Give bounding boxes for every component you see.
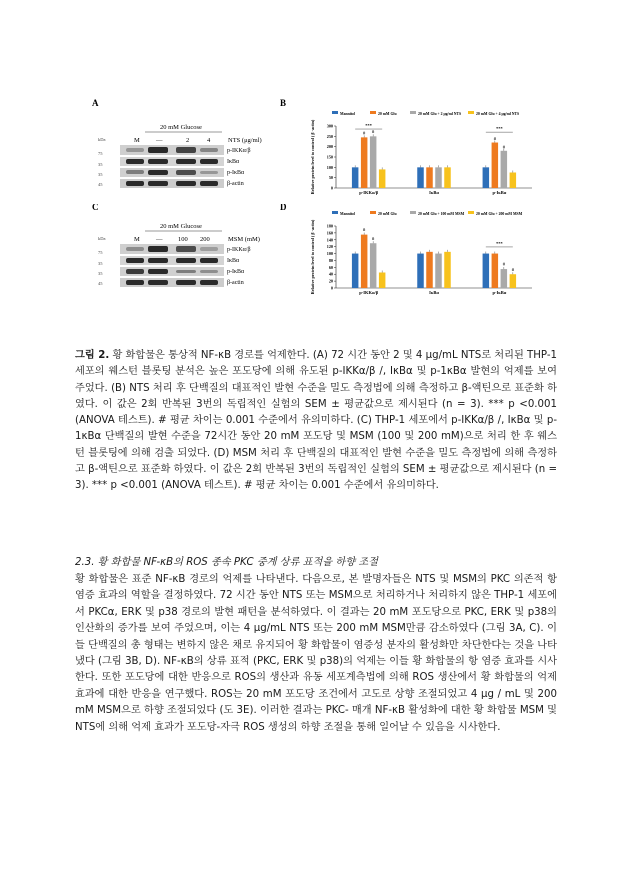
x-tick-label: p-IκBα (492, 190, 507, 195)
y-tick-label: 150 (326, 154, 333, 160)
legend-swatch (410, 111, 416, 114)
panel-c-marker: kDa (98, 236, 106, 241)
bar (483, 167, 490, 188)
panel-c-marker: 45 (98, 281, 103, 286)
panel-a-band-label: p-IKKα/β (227, 148, 251, 154)
panel-a-band-label: p-IκBα (227, 170, 245, 176)
y-tick-label: 50 (328, 175, 333, 181)
panel-c-lane: 200 (200, 236, 210, 243)
panel-c-band-label: p-IκBα (227, 269, 245, 275)
y-tick-label: 120 (326, 244, 333, 250)
x-tick-label: IκBα (429, 290, 439, 295)
bar (435, 167, 442, 188)
bar (417, 254, 424, 288)
panel-c-western-blot (90, 204, 280, 301)
legend-swatch (370, 211, 376, 214)
figure-2 (90, 96, 550, 301)
bar (510, 274, 517, 288)
panel-c-band-label: β-actin (227, 280, 244, 286)
bar (417, 167, 424, 188)
x-tick-label: p-IκBα (492, 290, 507, 295)
x-tick-label: IκBα (429, 190, 439, 195)
bar (444, 252, 451, 288)
panel-a-band-label: β-actin (227, 181, 244, 187)
panel-a-marker: 35 (98, 162, 103, 167)
significance-label: # (372, 129, 375, 135)
legend-swatch (370, 111, 376, 114)
significance-label: # (511, 266, 514, 272)
bar (492, 254, 499, 288)
panel-c-dose-label: MSM (mM) (228, 236, 260, 243)
significance-label: # (363, 227, 366, 233)
legend-entry: 20 mM Glu + 4 μg/ml NTS (476, 112, 520, 116)
legend-entry: 20 mM Glu + 100 mM MSM (418, 212, 465, 216)
panel-a-dose-label: NTS (μg/ml) (228, 137, 262, 144)
section-heading: 2.3. 황 화합물 NF-κB의 ROS 종속 PKC 중계 상류 표적을 하향 조절 (75, 557, 379, 568)
panel-c-marker: 35 (98, 261, 103, 266)
bar (426, 252, 433, 288)
panel-c-treatment: 20 mM Glucose (160, 223, 202, 230)
panel-c-band-label: p-IKKα/β (227, 247, 251, 253)
legend-swatch (332, 211, 338, 214)
y-tick-label: 140 (326, 237, 333, 243)
bar (379, 273, 386, 289)
panel-a-treatment: 20 mM Glucose (160, 124, 202, 131)
panel-a-lane-labels (134, 137, 211, 144)
panel-a-lane: — (156, 137, 163, 144)
bar (352, 167, 359, 188)
panel-a-marker: kDa (98, 137, 106, 142)
y-tick-label: 80 (328, 257, 333, 263)
y-tick-label: 250 (326, 133, 333, 139)
panel-c-marker: 35 (98, 271, 103, 276)
legend-entry: 20 mM Glu + 200 mM MSM (476, 212, 523, 216)
section-body: 황 화합물은 표준 NF-κB 경로의 억제를 나타낸다. 다음으로, 본 발명자들은 NTS 및 MSM의 PKC 의존적 항 염증 효과의 역할을 결정하였다. 72 시간 동안 NTS 또는 MSM으로 처리하거나 처리하지 않은 THP-1 세포에서 PKCα, ERK 및 p38 경로의 발현 패턴을 분석하였다. 이 결과는 20 mM 포도당으로 PKC, ERK 및 p38의 인산화의 증가를 보여 주었으며, 이는 4 μg/mL NTS 또는 200 mM MSM만큼 감소하였다 (그림 3A, C). 이들 단백질의 총 형태는 변하지 않은 채로 유지되어 황 화합물이 염증성 분자의 활성화만 차단한다는 것을 나타냈다 (그림 3B, D). NF-κB의 상류 표적 (PKC, ERK 및 p38)의 억제는 이들 황 화합물의 항 염증 효과를 시사한다. 또한 포도당에 대한 반응으로 ROS의 생산과 유동 세포계측법에 의해 ROS 생산에서 황 화합물의 억제 효과에 대한 반응을 연구했다. ROS는 20 mM 포도당 조건에서 고도로 상향 조절되었고 4 μg / mL 및 200 mM MSM으로 하향 조절되었다 (도 3E). 이러한 결과는 PKC- 매개 NF-κB 활성화에 대한 황 화합물 MSM 및 NTS에 의해 억제 효과가 포도당-자극 ROS 생성의 하향 조절을 통해 일어날 수 있음을 시사한다. (75, 574, 557, 733)
y-tick-label: 100 (326, 251, 333, 257)
y-tick-label: 200 (326, 144, 333, 150)
bar (501, 151, 508, 188)
figure-caption (75, 348, 557, 495)
significance-label: # (363, 130, 366, 136)
panel-c-lane: M (134, 236, 140, 243)
panel-a-lane: 4 (207, 137, 211, 144)
y-tick-label: 100 (326, 164, 333, 170)
panel-a-lane: 2 (186, 137, 190, 144)
legend-swatch (410, 211, 416, 214)
legend-entry: Mannitol (340, 112, 355, 116)
panel-a-band-label: IκBα (227, 159, 240, 165)
bar (510, 173, 517, 189)
y-tick-label: 0 (330, 285, 333, 291)
panel-c-lane: 100 (178, 236, 188, 243)
panel-c-marker: 75 (98, 250, 103, 255)
y-tick-label: 40 (328, 271, 333, 277)
panel-a-marker: 45 (98, 182, 103, 187)
bar (501, 269, 508, 288)
panel-b-bar-chart (278, 96, 550, 198)
y-tick-label: 0 (330, 185, 333, 191)
y-tick-label: 60 (328, 264, 333, 270)
y-tick-label: 160 (326, 230, 333, 236)
panel-c-letter: C (92, 204, 99, 212)
bar (426, 167, 433, 188)
panel-a-marker: 75 (98, 151, 103, 156)
significance-label: *** (495, 240, 503, 246)
panel-d-letter: D (280, 204, 287, 212)
bar (379, 169, 386, 188)
bar (352, 254, 359, 288)
y-tick-label: 300 (326, 123, 333, 129)
legend-swatch (468, 111, 474, 114)
bar (483, 254, 490, 288)
panel-b-letter: B (280, 98, 287, 108)
bar (435, 254, 442, 288)
bar (370, 243, 377, 288)
panel-a-letter: A (92, 98, 99, 108)
caption-text: 황 화합물은 통상적 NF-κB 경로를 억제한다. (A) 72 시간 동안 2 및 4 μg/mL NTS로 처리된 THP-1 세포의 웨스턴 블롯팅 분석은 높은 포도당에 의해 유도된 p-IKKα/β /, IκBα 및 p-1κBα 발현의 억제를 보여 주었다. (B) NTS 처리 후 단백질의 대표적인 발현 수준을 밀도 측정법에 의해 측정하고 β-액틴으로 표준화 하였다. 이 값은 2회 반복된 3번의 독립적인 실험의 SEM ± 평균값으로 제시된다 (n = 3). *** p <0.001 (ANOVA 테스트). # 평균 차이는 0.001 수준에서 유의미하다. (C) THP-1 세포에서 p-IKKα/β /, IκBα 및 p-1κBα 단백질의 발현 수준을 72시간 동안 20 mM 포도당 및 MSM (100 및 200 mM)으로 처리 한 후 웨스턴 블롯팅에 의해 검출 되었다. (D) MSM 처리 후 단백질의 대표적인 발현 수준을 밀도 측정법에 의해 측정하고 β-액틴으로 표준화 하였다. 이 값은 2회 반복된 3번의 독립적인 실험의 SEM ± 평균값으로 제시된다 (n = 3). *** p <0.001 (ANOVA 테스트). # 평균 차이는 0.001 수준에서 유의미하다. (75, 350, 558, 492)
legend-swatch (468, 211, 474, 214)
caption-label: 그림 2. (75, 350, 110, 361)
significance-label: # (502, 261, 505, 267)
legend-swatch (332, 111, 338, 114)
significance-label: # (502, 144, 505, 150)
y-axis-label: Relative protein level to control ( β -actin) (310, 219, 315, 295)
y-tick-label: 20 (328, 278, 333, 284)
significance-label: *** (365, 123, 373, 129)
significance-label: # (493, 136, 496, 142)
y-axis-label: Relative protein level to control ( β -actin) (310, 119, 315, 195)
x-tick-label: p-IKKα/β (359, 190, 379, 195)
legend-entry: Mannitol (340, 212, 355, 216)
y-tick-label: 180 (326, 223, 333, 229)
panel-d-bar-chart (278, 204, 550, 301)
panel-a-marker: 35 (98, 172, 103, 177)
legend-entry: 20 mM Glu (378, 212, 397, 216)
panel-a-western-blot (90, 96, 280, 196)
legend-entry: 20 mM Glu (378, 112, 397, 116)
panel-a-lane: M (134, 137, 140, 144)
bar (492, 143, 499, 188)
panel-c-band-label: IκBα (227, 258, 240, 264)
bar (370, 136, 377, 188)
significance-label: # (372, 235, 375, 241)
x-tick-label: p-IKKα/β (359, 290, 379, 295)
bar (444, 167, 451, 188)
significance-label: *** (495, 126, 503, 132)
bar (361, 235, 368, 288)
panel-c-lane: — (156, 236, 163, 243)
bar (361, 137, 368, 188)
legend-entry: 20 mM Glu + 2 μg/ml NTS (418, 112, 462, 116)
